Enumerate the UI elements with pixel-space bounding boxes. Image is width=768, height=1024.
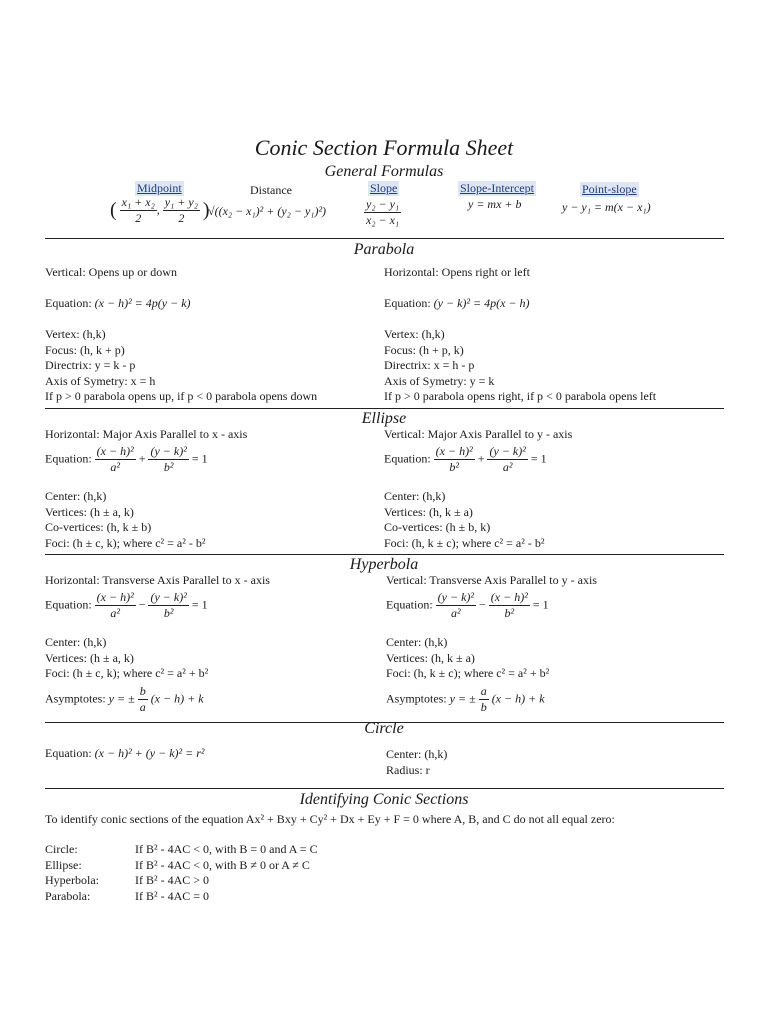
operator: + [138, 451, 146, 466]
equation-formula: (x − h)² + (y − k)² = r² [94, 746, 205, 760]
equals-one: = 1 [191, 597, 208, 612]
parabola-heading: Parabola [353, 241, 415, 258]
hyperbola-heading: Hyperbola [349, 556, 419, 573]
midpoint-x-numerator: x₁ + x₂ [121, 195, 155, 209]
rule-row [45, 858, 318, 874]
denominator: b² [489, 605, 530, 621]
foci-line: Foci: (h, k ± c); where c² = a² - b² [384, 535, 545, 550]
foci-line: Foci: (h, k ± c); where c² = a² + b² [386, 666, 550, 681]
circle-properties [386, 747, 447, 778]
focus-line: Focus: (h + p, k) [384, 342, 464, 357]
slope-numerator: y₂ − y₁ [366, 197, 400, 211]
ellipse-horizontal-properties [45, 489, 205, 551]
asymptotes-label: Asymptotes: [386, 691, 447, 706]
hyperbola-horizontal-properties [45, 635, 208, 682]
equation-label: Equation: [45, 451, 92, 466]
hyperbola-vertical-asymptotes [386, 684, 545, 715]
co-vertices-line: Co-vertices: (h ± b, k) [384, 520, 491, 535]
numerator: (y − k)² [437, 590, 475, 604]
center-line: Center: (h,k) [386, 747, 448, 761]
direction-line: If p > 0 parabola opens right, if p < 0 parabola opens left [384, 389, 657, 404]
hyperbola-vertical-properties [386, 635, 549, 682]
parabola-vertical-properties [45, 327, 317, 405]
operator: − [479, 597, 486, 612]
identifying-intro: To identify conic sections of the equation Ax² + Bxy + Cy² + Dx + Ey + F = 0 where A, B, and C do not all equal zero: [45, 812, 615, 826]
equals-one: = 1 [532, 597, 549, 612]
equation-label: Equation: [45, 746, 92, 760]
page-title: Conic Section Formula Sheet [254, 135, 514, 160]
foci-line: Foci: (h ± c, k); where c² = a² + b² [45, 666, 209, 681]
ellipse-vertical-type: Vertical: Major Axis Parallel to y - axis [384, 427, 573, 441]
numerator: b [139, 684, 146, 698]
distance-formula: √((x₂ − x₁)² + (y₂ − y₁)²) [208, 204, 327, 218]
numerator: (x − h)² [96, 444, 134, 458]
asymptote-suffix: (x − h) + k [491, 691, 545, 706]
numerator: a [480, 684, 487, 698]
numerator: (x − h)² [96, 590, 134, 604]
ellipse-heading: Ellipse [361, 410, 407, 427]
vertices-line: Vertices: (h, k ± a) [386, 650, 475, 665]
hyperbola-horizontal-equation [45, 590, 208, 621]
point-slope-formula: y − y₁ = m(x − x₁) [562, 200, 651, 214]
equation-label: Equation: [45, 597, 92, 612]
slope-intercept-formula: y = mx + b [468, 197, 522, 211]
equation-label: Equation: [45, 296, 92, 310]
hyperbola-horizontal-type: Horizontal: Transverse Axis Parallel to x - axis [45, 573, 270, 587]
foci-line: Foci: (h ± c, k); where c² = a² - b² [45, 535, 206, 550]
denominator: b² [148, 605, 188, 621]
midpoint-y-denominator: 2 [163, 210, 200, 226]
divider [45, 408, 724, 409]
ellipse-horizontal-equation [45, 444, 208, 475]
equation-label: Equation: [386, 597, 433, 612]
circle-heading: Circle [364, 720, 404, 737]
equals-one: = 1 [191, 451, 208, 466]
circle-equation [45, 746, 205, 761]
numerator: (x − h)² [490, 590, 528, 604]
vertices-line: Vertices: (h, k ± a) [384, 504, 473, 519]
numerator: (x − h)² [435, 444, 473, 458]
distance-label: Distance [250, 183, 292, 197]
vertices-line: Vertices: (h ± a, k) [45, 650, 134, 665]
conic-name: Hyperbola: [45, 873, 99, 888]
denominator: b [480, 700, 487, 714]
vertices-line: Vertices: (h ± a, k) [45, 504, 134, 519]
rule-row [45, 842, 318, 858]
conic-rule: If B² - 4AC = 0 [135, 888, 210, 903]
ellipse-horizontal-type: Horizontal: Major Axis Parallel to x - axis [45, 427, 248, 441]
denominator: a² [436, 605, 476, 621]
denominator: b² [148, 459, 188, 475]
slope-intercept-label: Slope-Intercept [460, 181, 534, 195]
denominator: b² [434, 459, 475, 475]
parabola-vertical-equation [45, 296, 191, 311]
axis-line: Axis of Symetry: x = h [45, 373, 156, 388]
vertex-line: Vertex: (h,k) [45, 327, 106, 341]
asymptotes-label: Asymptotes: [45, 691, 106, 706]
numerator: (y − k)² [150, 444, 187, 458]
numerator: (y − k)² [489, 444, 526, 458]
midpoint-label: Midpoint [137, 181, 182, 195]
operator: + [477, 451, 485, 466]
divider [45, 554, 724, 555]
identifying-rules [45, 842, 318, 904]
rule-row [45, 873, 318, 889]
rule-row [45, 889, 318, 905]
asymptote-prefix: y = ± [108, 691, 135, 706]
equation-label: Equation: [384, 451, 431, 466]
divider [45, 238, 724, 239]
denominator: a² [95, 605, 136, 621]
direction-line: If p > 0 parabola opens up, if p < 0 parabola opens down [45, 389, 318, 404]
denominator: a² [95, 459, 136, 475]
hyperbola-vertical-type: Vertical: Transverse Axis Parallel to y - axis [386, 573, 597, 587]
slope-label: Slope [370, 181, 398, 195]
conic-rule: If B² - 4AC > 0 [135, 873, 210, 888]
equation-formula: (x − h)² = 4p(y − k) [94, 296, 191, 310]
parabola-horizontal-equation [384, 296, 530, 311]
numerator: (y − k)² [150, 590, 187, 604]
directrix-line: Directrix: x = h - p [384, 358, 475, 373]
parabola-horizontal-properties [384, 327, 656, 405]
operator: − [138, 597, 146, 612]
center-line: Center: (h,k) [384, 489, 446, 503]
equals-one: = 1 [530, 451, 547, 466]
denominator: a² [487, 459, 527, 475]
hyperbola-horizontal-asymptotes [45, 684, 204, 715]
slope-denominator: x₂ − x₁ [366, 213, 400, 227]
equation-formula: (y − k)² = 4p(x − h) [433, 296, 530, 310]
equation-label: Equation: [384, 296, 431, 310]
point-slope-label: Point-slope [582, 182, 637, 196]
midpoint-y-numerator: y₁ + y₂ [164, 195, 198, 209]
asymptote-prefix: y = ± [449, 691, 476, 706]
ellipse-vertical-equation [384, 444, 547, 475]
parabola-horizontal-type: Horizontal: Opens right or left [384, 265, 530, 279]
radius-line: Radius: r [386, 762, 430, 777]
conic-rule: If B² - 4AC < 0, with B ≠ 0 or A ≠ C [135, 857, 310, 872]
parabola-vertical-type: Vertical: Opens up or down [45, 265, 177, 279]
asymptote-suffix: (x − h) + k [150, 691, 204, 706]
vertex-line: Vertex: (h,k) [384, 327, 445, 341]
conic-name: Ellipse: [45, 857, 82, 872]
page-subtitle: General Formulas [324, 163, 444, 180]
divider [45, 788, 724, 789]
denominator: a [139, 700, 146, 714]
ellipse-vertical-properties [384, 489, 544, 551]
center-line: Center: (h,k) [45, 489, 107, 503]
hyperbola-vertical-equation [386, 590, 549, 621]
co-vertices-line: Co-vertices: (h, k ± b) [45, 520, 152, 535]
slope-formula [364, 197, 401, 228]
conic-name: Parabola: [45, 888, 91, 903]
midpoint-x-denominator: 2 [120, 210, 157, 226]
center-line: Center: (h,k) [386, 635, 448, 649]
directrix-line: Directrix: y = k - p [45, 358, 136, 373]
identifying-heading: Identifying Conic Sections [299, 791, 469, 808]
conic-name: Circle: [45, 842, 78, 856]
focus-line: Focus: (h, k + p) [45, 342, 125, 357]
conic-rule: If B² - 4AC < 0, with B = 0 and A = C [135, 842, 318, 856]
midpoint-formula: ( $\frac{\text{x₁ + x₂}}{2}$ , $\frac{\text{y₁ + y₂}}{2}$ ) [110, 195, 210, 225]
axis-line: Axis of Symetry: y = k [384, 373, 495, 388]
center-line: Center: (h,k) [45, 635, 107, 649]
